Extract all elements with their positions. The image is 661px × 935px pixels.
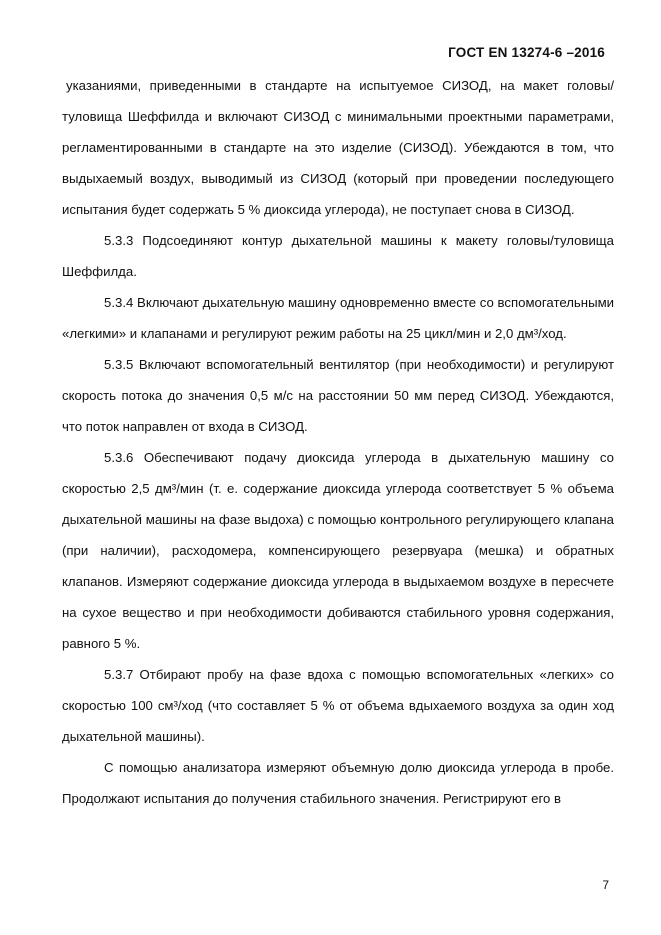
paragraph-5-3-3: 5.3.3 Подсоединяют контур дыхательной машины к макету головы/туловища Шеффилда. [62, 233, 614, 279]
document-body [62, 70, 614, 814]
paragraph-analyzer: С помощью анализатора измеряют объемную долю диоксида углерода в пробе. Продолжают испытания до получения стабильного значения. Регистрируют его в [62, 760, 614, 806]
page-number: 7 [602, 878, 609, 892]
standard-header: ГОСТ EN 13274-6 –2016 [448, 45, 605, 60]
paragraph-5-3-4: 5.3.4 Включают дыхательную машину одновременно вместе со вспомогательными «легкими» и клапанами и регулируют режим работы на 25 цикл/мин и 2,0 дм³/ход. [62, 295, 614, 341]
paragraph-5-3-5: 5.3.5 Включают вспомогательный вентилятор (при необходимости) и регулируют скорость потока до значения 0,5 м/с на расстоянии 50 мм перед СИЗОД. Убеждаются, что поток направлен от входа в СИЗОД. [62, 357, 614, 434]
paragraph-5-3-7: 5.3.7 Отбирают пробу на фазе вдоха с помощью вспомогательных «легких» со скоростью 100 см³/ход (что составляет 5 % от объема вдыхаемого воздуха за один ход дыхательной машины). [62, 667, 614, 744]
paragraph-5-3-6: 5.3.6 Обеспечивают подачу диоксида углерода в дыхательную машину со скоростью 2,5 дм³/мин (т. е. содержание диоксида углерода соответствует 5 % объема дыхательной машины на фазе выдоха) с помощью контрольного регулирующего клапана (при наличии), расходомера, компенсирующего резервуара (мешка) и обратных клапанов. Измеряют содержание диоксида углерода в выдыхаемом воздухе в пересчете на сухое вещество и при необходимости добиваются стабильного уровня содержания, равного 5 %. [62, 450, 614, 651]
paragraph-continuation: указаниями, приведенными в стандарте на испытуемое СИЗОД, на макет головы/туловища Шеффилда и включают СИЗОД с минимальными проектными параметрами, регламентированными в стандарте на это изделие (СИЗОД). Убеждаются в том, что выдыхаемый воздух, выводимый из СИЗОД (который при проведении последующего испытания будет содержать 5 % диоксида углерода), не поступает снова в СИЗОД. [62, 78, 614, 217]
